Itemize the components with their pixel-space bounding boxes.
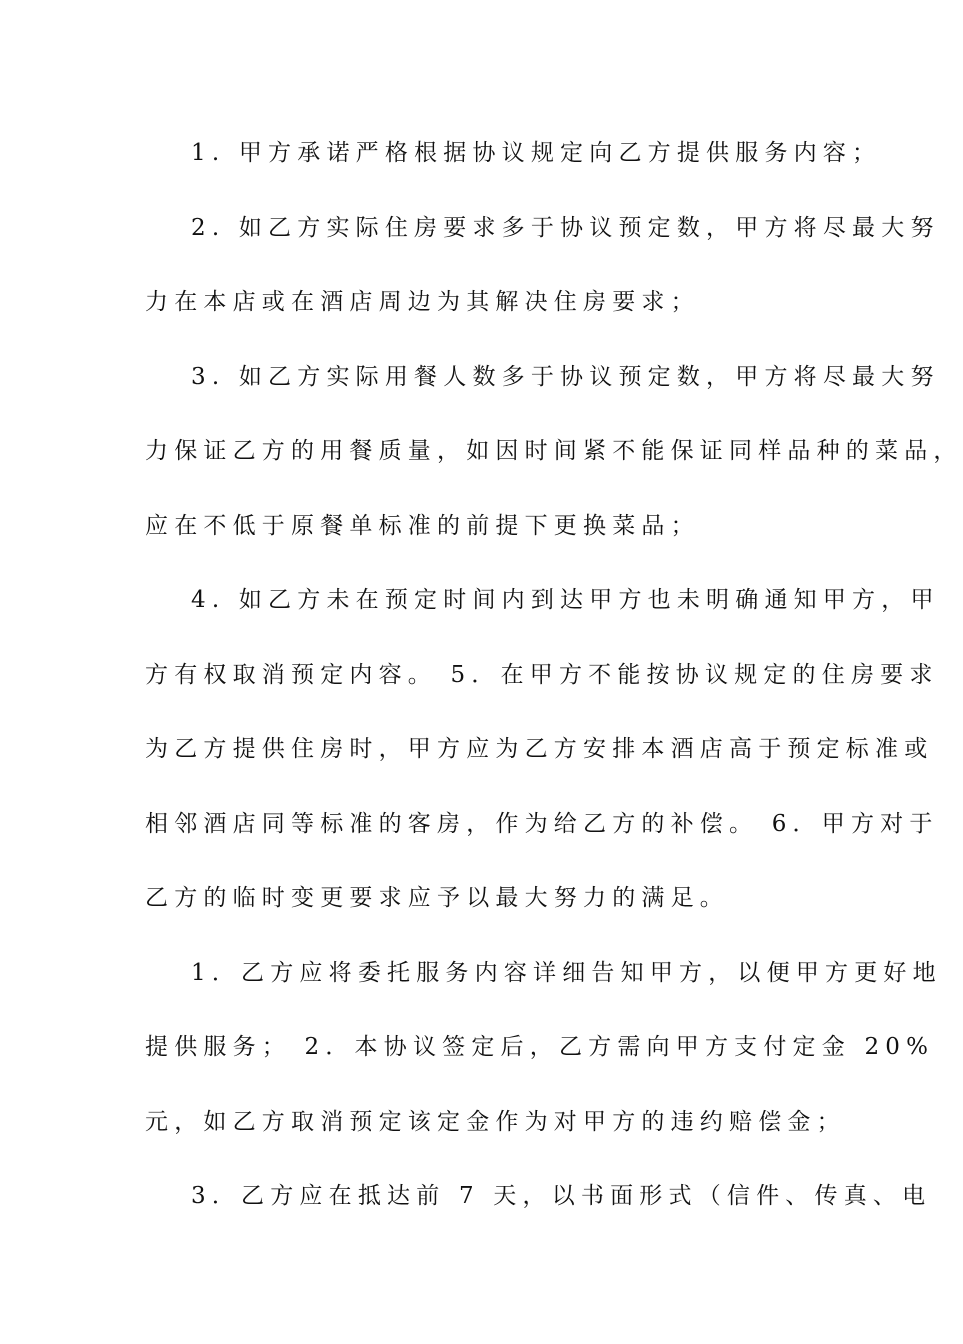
paragraph-line: 乙方的临时变更要求应予以最大努力的满足。: [145, 885, 729, 911]
paragraph-line: 3. 如乙方实际用餐人数多于协议预定数，甲方将尽最大努: [191, 364, 940, 390]
paragraph-line: 力在本店或在酒店周边为其解决住房要求；: [145, 289, 700, 315]
paragraph-line: 4. 如乙方未在预定时间内到达甲方也未明确通知甲方，甲: [191, 587, 940, 613]
paragraph-line: 1．乙方应将委托服务内容详细告知甲方，以便甲方更好地: [191, 960, 942, 986]
paragraph-line: 2. 如乙方实际住房要求多于协议预定数，甲方将尽最大努: [191, 215, 940, 241]
paragraph-line: 3．乙方应在抵达前 7 天，以书面形式（信件、传真、电: [191, 1183, 932, 1209]
paragraph-line: 力保证乙方的用餐质量，如因时间紧不能保证同样品种的菜品，: [145, 438, 963, 464]
paragraph-line: 相邻酒店同等标准的客房，作为给乙方的补偿。 6．甲方对于: [145, 811, 939, 837]
paragraph-line: 元，如乙方取消预定该定金作为对甲方的违约赔偿金；: [145, 1109, 846, 1135]
paragraph-line: 方有权取消预定内容。 5．在甲方不能按协议规定的住房要求: [145, 662, 939, 688]
paragraph-line: 1. 甲方承诺严格根据协议规定向乙方提供服务内容；: [191, 140, 882, 166]
paragraph-line: 提供服务； 2．本协议签定后，乙方需向甲方支付定金 20%: [145, 1034, 935, 1060]
paragraph-line: 应在不低于原餐单标准的前提下更换菜品；: [145, 513, 700, 539]
paragraph-line: 为乙方提供住房时，甲方应为乙方安排本酒店高于预定标准或: [145, 736, 934, 762]
